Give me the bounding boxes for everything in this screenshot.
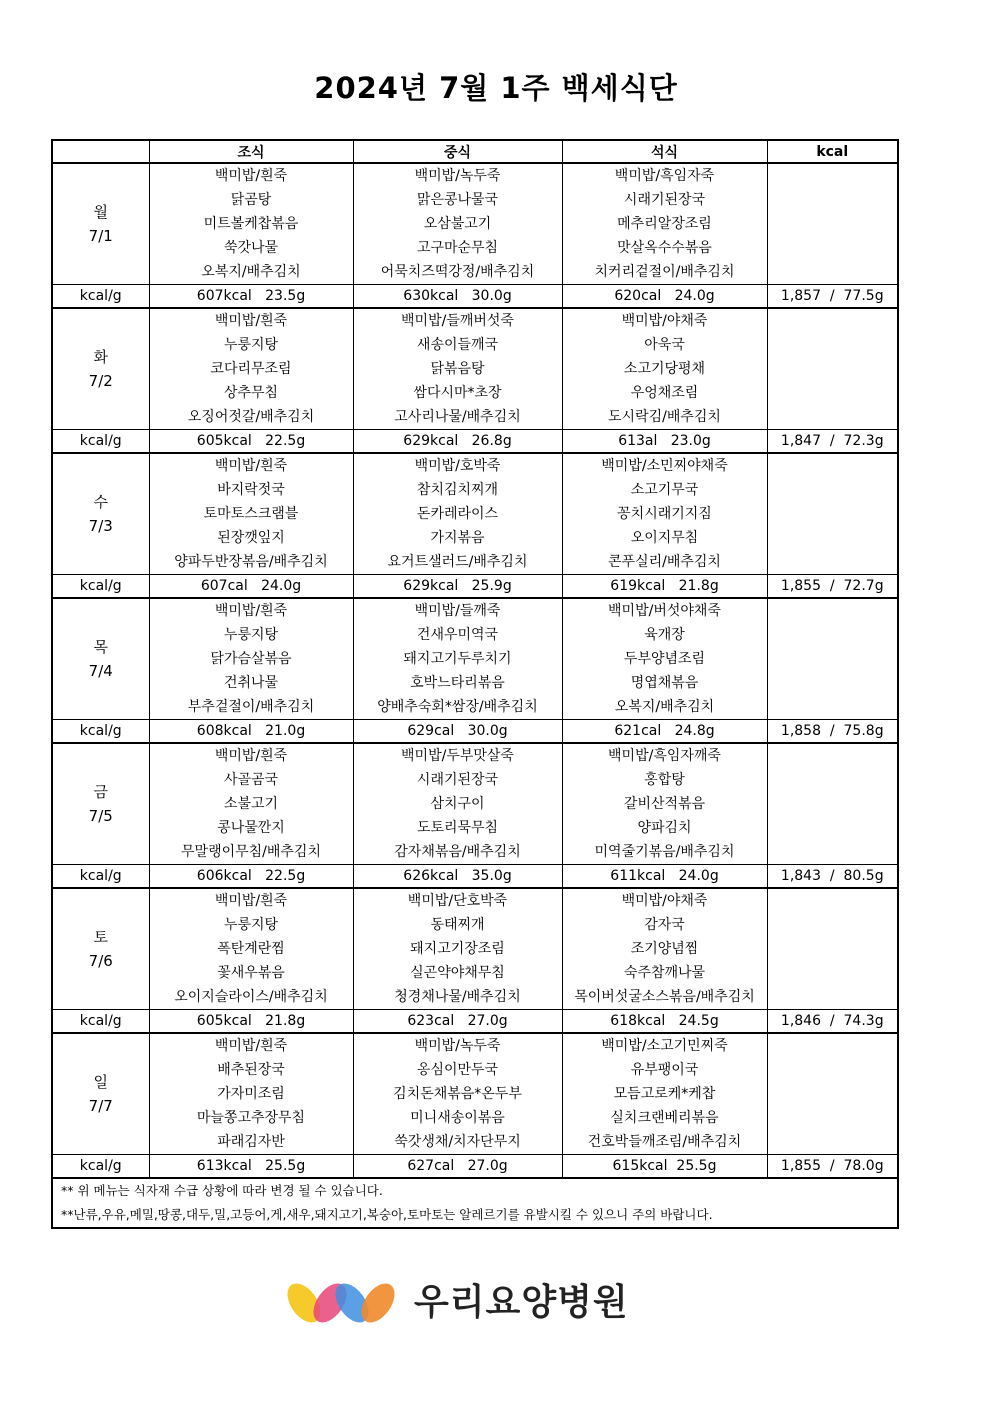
menu-item: 백미밥/야채죽 xyxy=(621,313,708,329)
menu-item: 폭탄계란찜 xyxy=(217,941,285,957)
menu-item: 백미밥/야채죽 xyxy=(621,893,708,909)
menu-item: 실치크랜베리볶음 xyxy=(610,1110,719,1126)
menu-item: 백미밥/녹두죽 xyxy=(414,1038,501,1054)
breakfast-cell xyxy=(149,1033,353,1155)
menu-item: 사골곰국 xyxy=(223,772,279,788)
menu-item: 백미밥/단호박죽 xyxy=(407,893,508,909)
menu-item: 동태찌개 xyxy=(430,917,485,933)
menu-item: 감자국 xyxy=(644,917,685,933)
menu-item: 백미밥/들깨버섯죽 xyxy=(401,313,514,329)
menu-item: 양파김치 xyxy=(637,820,692,836)
menu-item: 백미밥/흰죽 xyxy=(214,603,288,619)
dinner-kcal: 613al 23.0g xyxy=(562,430,767,454)
kcal-label: kcal/g xyxy=(52,1010,149,1034)
menu-item: 누룽지탕 xyxy=(223,917,279,933)
menu-item: 시래기된장국 xyxy=(416,772,499,788)
day-cell xyxy=(52,163,149,285)
menu-item: 닭볶음탕 xyxy=(430,361,485,377)
menu-item: 미트볼케찹볶음 xyxy=(203,216,299,232)
menu-item: 마늘쫑고추장무침 xyxy=(196,1110,306,1126)
menu-item: 목이버섯굴소스볶음/배추김치 xyxy=(574,989,755,1005)
dinner-cell xyxy=(562,308,767,430)
breakfast-cell xyxy=(149,888,353,1010)
lunch-cell xyxy=(353,453,562,575)
dinner-kcal: 619kcal 21.8g xyxy=(562,575,767,599)
day-date: 7/7 xyxy=(88,1097,113,1115)
menu-item: 코다리무조림 xyxy=(210,361,292,377)
logo-mark-icon xyxy=(282,1280,406,1326)
menu-item: 아욱국 xyxy=(644,337,685,353)
day-row xyxy=(52,743,898,865)
menu-item: 김치돈채볶음*온두부 xyxy=(393,1086,522,1102)
notes-row xyxy=(52,1178,898,1228)
menu-item: 두부양념조림 xyxy=(623,651,706,667)
menu-item: 유부팽이국 xyxy=(630,1062,699,1078)
total-kcal: 1,858 / 75.8g xyxy=(767,720,898,744)
menu-item: 누룽지탕 xyxy=(223,337,279,353)
breakfast-kcal: 605kcal 22.5g xyxy=(149,430,353,454)
header-empty xyxy=(52,140,149,163)
kcal-row xyxy=(52,720,898,744)
menu-item: 맑은콩나물국 xyxy=(416,192,499,208)
kcal-row xyxy=(52,430,898,454)
kcal-row xyxy=(52,575,898,599)
day-date: 7/6 xyxy=(88,952,113,970)
menu-item: 누룽지탕 xyxy=(223,627,279,643)
menu-item: 쌈다시마*초장 xyxy=(413,385,502,401)
menu-item: 꽁치시래기지짐 xyxy=(617,506,712,522)
menu-item: 모듬고로케*케찹 xyxy=(613,1086,716,1102)
day-row xyxy=(52,598,898,720)
menu-item: 백미밥/흰죽 xyxy=(214,893,288,909)
menu-item: 백미밥/흑임자죽 xyxy=(614,168,715,184)
page-title: 2024년 7월 1주 백세식단 xyxy=(314,71,678,105)
kcal-empty-cell xyxy=(767,1033,898,1155)
menu-item: 미니새송이볶음 xyxy=(410,1110,505,1126)
menu-item: 돼지고기두루치기 xyxy=(403,651,512,667)
day-date: 7/5 xyxy=(88,807,113,825)
dinner-cell xyxy=(562,453,767,575)
menu-item: 백미밥/호박죽 xyxy=(414,458,501,474)
menu-item: 오이지무침 xyxy=(630,530,699,546)
menu-item: 요거트샐러드/배추김치 xyxy=(387,554,528,570)
menu-item: 시래기된장국 xyxy=(623,192,706,208)
total-kcal: 1,855 / 78.0g xyxy=(767,1155,898,1179)
day-name: 화 xyxy=(93,348,108,366)
lunch-kcal: 623cal 27.0g xyxy=(353,1010,562,1034)
menu-item: 쑥갓생채/치자단무지 xyxy=(394,1134,521,1150)
kcal-label: kcal/g xyxy=(52,865,149,889)
menu-item: 백미밥/흰죽 xyxy=(214,748,288,764)
header-kcal: kcal xyxy=(767,140,898,163)
day-row xyxy=(52,308,898,430)
breakfast-cell xyxy=(149,453,353,575)
day-date: 7/3 xyxy=(88,517,113,535)
day-row xyxy=(52,1033,898,1155)
menu-item: 소불고기 xyxy=(223,796,279,812)
header-lunch: 중식 xyxy=(353,140,562,163)
lunch-cell xyxy=(353,598,562,720)
header-row xyxy=(52,140,898,163)
kcal-empty-cell xyxy=(767,598,898,720)
menu-item: 백미밥/흰죽 xyxy=(214,1038,288,1054)
menu-item: 파래김자반 xyxy=(217,1134,285,1150)
day-name: 월 xyxy=(93,203,108,221)
lunch-kcal: 629kcal 26.8g xyxy=(353,430,562,454)
dinner-cell xyxy=(562,598,767,720)
menu-item: 육개장 xyxy=(644,627,685,643)
menu-item: 건호박들깨조림/배추김치 xyxy=(587,1134,742,1150)
kcal-label: kcal/g xyxy=(52,285,149,309)
kcal-label: kcal/g xyxy=(52,1155,149,1179)
menu-item: 실곤약야채무침 xyxy=(410,965,505,981)
menu-item: 양배추숙회*쌈장/배추김치 xyxy=(377,699,538,715)
menu-item: 돈카레라이스 xyxy=(416,506,499,522)
menu-item: 참치김치찌개 xyxy=(416,482,499,498)
breakfast-kcal: 607cal 24.0g xyxy=(149,575,353,599)
menu-item: 백미밥/소민찌야채죽 xyxy=(601,458,728,474)
menu-item: 감자채볶음/배추김치 xyxy=(394,844,521,860)
kcal-empty-cell xyxy=(767,888,898,1010)
day-cell xyxy=(52,743,149,865)
lunch-kcal: 630kcal 30.0g xyxy=(353,285,562,309)
menu-item: 치커리겉절이/배추김치 xyxy=(594,264,735,280)
menu-item: 백미밥/녹두죽 xyxy=(414,168,501,184)
menu-item: 콩나물깐지 xyxy=(217,820,285,836)
kcal-row xyxy=(52,865,898,889)
day-cell xyxy=(52,453,149,575)
breakfast-cell xyxy=(149,163,353,285)
menu-item: 오삼불고기 xyxy=(423,216,492,232)
hospital-logo xyxy=(282,1280,642,1326)
breakfast-kcal: 606kcal 22.5g xyxy=(149,865,353,889)
breakfast-cell xyxy=(149,308,353,430)
menu-item: 백미밥/들깨죽 xyxy=(414,603,501,619)
kcal-label: kcal/g xyxy=(52,430,149,454)
day-date: 7/2 xyxy=(88,372,113,390)
kcal-row xyxy=(52,1155,898,1179)
menu-item: 옹심이만두국 xyxy=(416,1062,499,1078)
header-dinner: 석식 xyxy=(562,140,767,163)
dinner-cell xyxy=(562,1033,767,1155)
lunch-cell xyxy=(353,163,562,285)
menu-item: 건새우미역국 xyxy=(416,627,499,643)
menu-item: 건취나물 xyxy=(223,675,279,691)
menu-item: 가자미조림 xyxy=(217,1086,285,1102)
day-row xyxy=(52,453,898,575)
day-cell xyxy=(52,888,149,1010)
menu-item: 양파두반장볶음/배추김치 xyxy=(174,554,328,570)
menu-item: 고구마순무침 xyxy=(416,240,499,256)
kcal-label: kcal/g xyxy=(52,575,149,599)
menu-item: 백미밥/버섯야채죽 xyxy=(608,603,721,619)
dinner-kcal: 611kcal 24.0g xyxy=(562,865,767,889)
breakfast-kcal: 607kcal 23.5g xyxy=(149,285,353,309)
menu-item: 도토리묵무침 xyxy=(416,820,499,836)
menu-item: 소고기무국 xyxy=(630,482,699,498)
kcal-row xyxy=(52,285,898,309)
day-name: 일 xyxy=(93,1073,108,1091)
menu-item: 무말랭이무침/배추김치 xyxy=(181,844,321,860)
menu-item: 오징어젓갈/배추김치 xyxy=(187,409,315,425)
total-kcal: 1,847 / 72.3g xyxy=(767,430,898,454)
dinner-kcal: 618kcal 24.5g xyxy=(562,1010,767,1034)
menu-item: 백미밥/흑임자깨죽 xyxy=(608,748,721,764)
lunch-cell xyxy=(353,743,562,865)
menu-item: 백미밥/흰죽 xyxy=(214,168,288,184)
dinner-kcal: 620cal 24.0g xyxy=(562,285,767,309)
kcal-row xyxy=(52,1010,898,1034)
lunch-kcal: 629cal 30.0g xyxy=(353,720,562,744)
menu-item: 닭곰탕 xyxy=(230,192,272,208)
menu-item: 청경채나물/배추김치 xyxy=(394,989,521,1005)
dinner-kcal: 615kcal 25.5g xyxy=(562,1155,767,1179)
menu-item: 미역줄기볶음/배추김치 xyxy=(594,844,735,860)
breakfast-cell xyxy=(149,743,353,865)
kcal-empty-cell xyxy=(767,163,898,285)
day-row xyxy=(52,163,898,285)
menu-item: 오이지슬라이스/배추김치 xyxy=(174,989,328,1005)
dinner-cell xyxy=(562,888,767,1010)
total-kcal: 1,846 / 74.3g xyxy=(767,1010,898,1034)
day-cell xyxy=(52,308,149,430)
menu-item: 쑥갓나물 xyxy=(223,240,279,256)
menu-item: 바지락젓국 xyxy=(217,482,285,498)
day-name: 토 xyxy=(93,928,108,946)
lunch-kcal: 627cal 27.0g xyxy=(353,1155,562,1179)
day-date: 7/4 xyxy=(88,662,113,680)
dinner-kcal: 621cal 24.8g xyxy=(562,720,767,744)
menu-item: 오복지/배추김치 xyxy=(201,264,301,280)
lunch-cell xyxy=(353,888,562,1010)
menu-item: 상추무침 xyxy=(223,385,279,401)
day-name: 수 xyxy=(93,493,108,511)
menu-table xyxy=(51,139,899,1229)
day-name: 목 xyxy=(93,638,108,656)
menu-item: 꽃새우볶음 xyxy=(217,965,285,981)
logo-text: 우리요양병원 xyxy=(414,1282,629,1323)
menu-item: 백미밥/흰죽 xyxy=(214,458,288,474)
menu-item: 가지볶음 xyxy=(430,530,485,546)
menu-item: 부추겉절이/배추김치 xyxy=(187,699,315,715)
menu-item: 콘푸실리/배추김치 xyxy=(608,554,721,570)
header-breakfast: 조식 xyxy=(149,140,353,163)
menu-item: 닭가슴살볶음 xyxy=(210,651,292,667)
menu-item: 갈비산적볶음 xyxy=(623,796,706,812)
breakfast-kcal: 608kcal 21.0g xyxy=(149,720,353,744)
kcal-empty-cell xyxy=(767,453,898,575)
day-row xyxy=(52,888,898,1010)
menu-item: 홍합탕 xyxy=(644,772,685,788)
day-name: 금 xyxy=(93,783,108,801)
note-allergy: **난류,우유,메밀,땅콩,대두,밀,고등어,게,새우,돼지고기,복숭아,토마토는 알레르기를 유발시킬 수 있으니 주의 바랍니다. xyxy=(61,1207,713,1222)
day-cell xyxy=(52,598,149,720)
menu-item: 맛살옥수수볶음 xyxy=(617,240,712,256)
lunch-kcal: 629kcal 25.9g xyxy=(353,575,562,599)
total-kcal: 1,855 / 72.7g xyxy=(767,575,898,599)
lunch-cell xyxy=(353,308,562,430)
menu-item: 새송이들깨국 xyxy=(416,337,499,353)
menu-item: 오복지/배추김치 xyxy=(614,699,715,715)
breakfast-kcal: 605kcal 21.8g xyxy=(149,1010,353,1034)
menu-item: 조기양념찜 xyxy=(630,941,699,957)
menu-item: 돼지고기장조림 xyxy=(410,941,505,957)
menu-item: 도시락김/배추김치 xyxy=(608,409,721,425)
breakfast-kcal: 613kcal 25.5g xyxy=(149,1155,353,1179)
total-kcal: 1,843 / 80.5g xyxy=(767,865,898,889)
lunch-kcal: 626kcal 35.0g xyxy=(353,865,562,889)
breakfast-cell xyxy=(149,598,353,720)
kcal-empty-cell xyxy=(767,743,898,865)
menu-item: 소고기당평채 xyxy=(623,361,706,377)
menu-item: 숙주참깨나물 xyxy=(623,965,706,981)
menu-item: 백미밥/두부맛살죽 xyxy=(401,748,514,764)
kcal-empty-cell xyxy=(767,308,898,430)
menu-item: 토마토스크램블 xyxy=(203,506,299,522)
day-cell xyxy=(52,1033,149,1155)
kcal-label: kcal/g xyxy=(52,720,149,744)
menu-item: 배추된장국 xyxy=(217,1062,285,1078)
menu-item: 삼치구이 xyxy=(430,796,485,812)
menu-item: 우엉채조림 xyxy=(630,385,699,401)
dinner-cell xyxy=(562,163,767,285)
menu-item: 고사리나물/배추김치 xyxy=(394,409,521,425)
menu-item: 어묵치즈떡강정/배추김치 xyxy=(380,264,535,280)
dinner-cell xyxy=(562,743,767,865)
total-kcal: 1,857 / 77.5g xyxy=(767,285,898,309)
menu-item: 호박느타리볶음 xyxy=(410,675,505,691)
day-date: 7/1 xyxy=(88,227,113,245)
menu-item: 메추리알장조림 xyxy=(617,216,712,232)
notes-cell xyxy=(52,1178,898,1228)
menu-item: 명엽채볶음 xyxy=(630,675,699,691)
note-change: ** 위 메뉴는 식자재 수급 상황에 따라 변경 될 수 있습니다. xyxy=(61,1183,383,1198)
menu-item: 된장깻잎지 xyxy=(217,530,285,546)
lunch-cell xyxy=(353,1033,562,1155)
menu-item: 백미밥/소고기민찌죽 xyxy=(601,1038,728,1054)
menu-item: 백미밥/흰죽 xyxy=(214,313,288,329)
